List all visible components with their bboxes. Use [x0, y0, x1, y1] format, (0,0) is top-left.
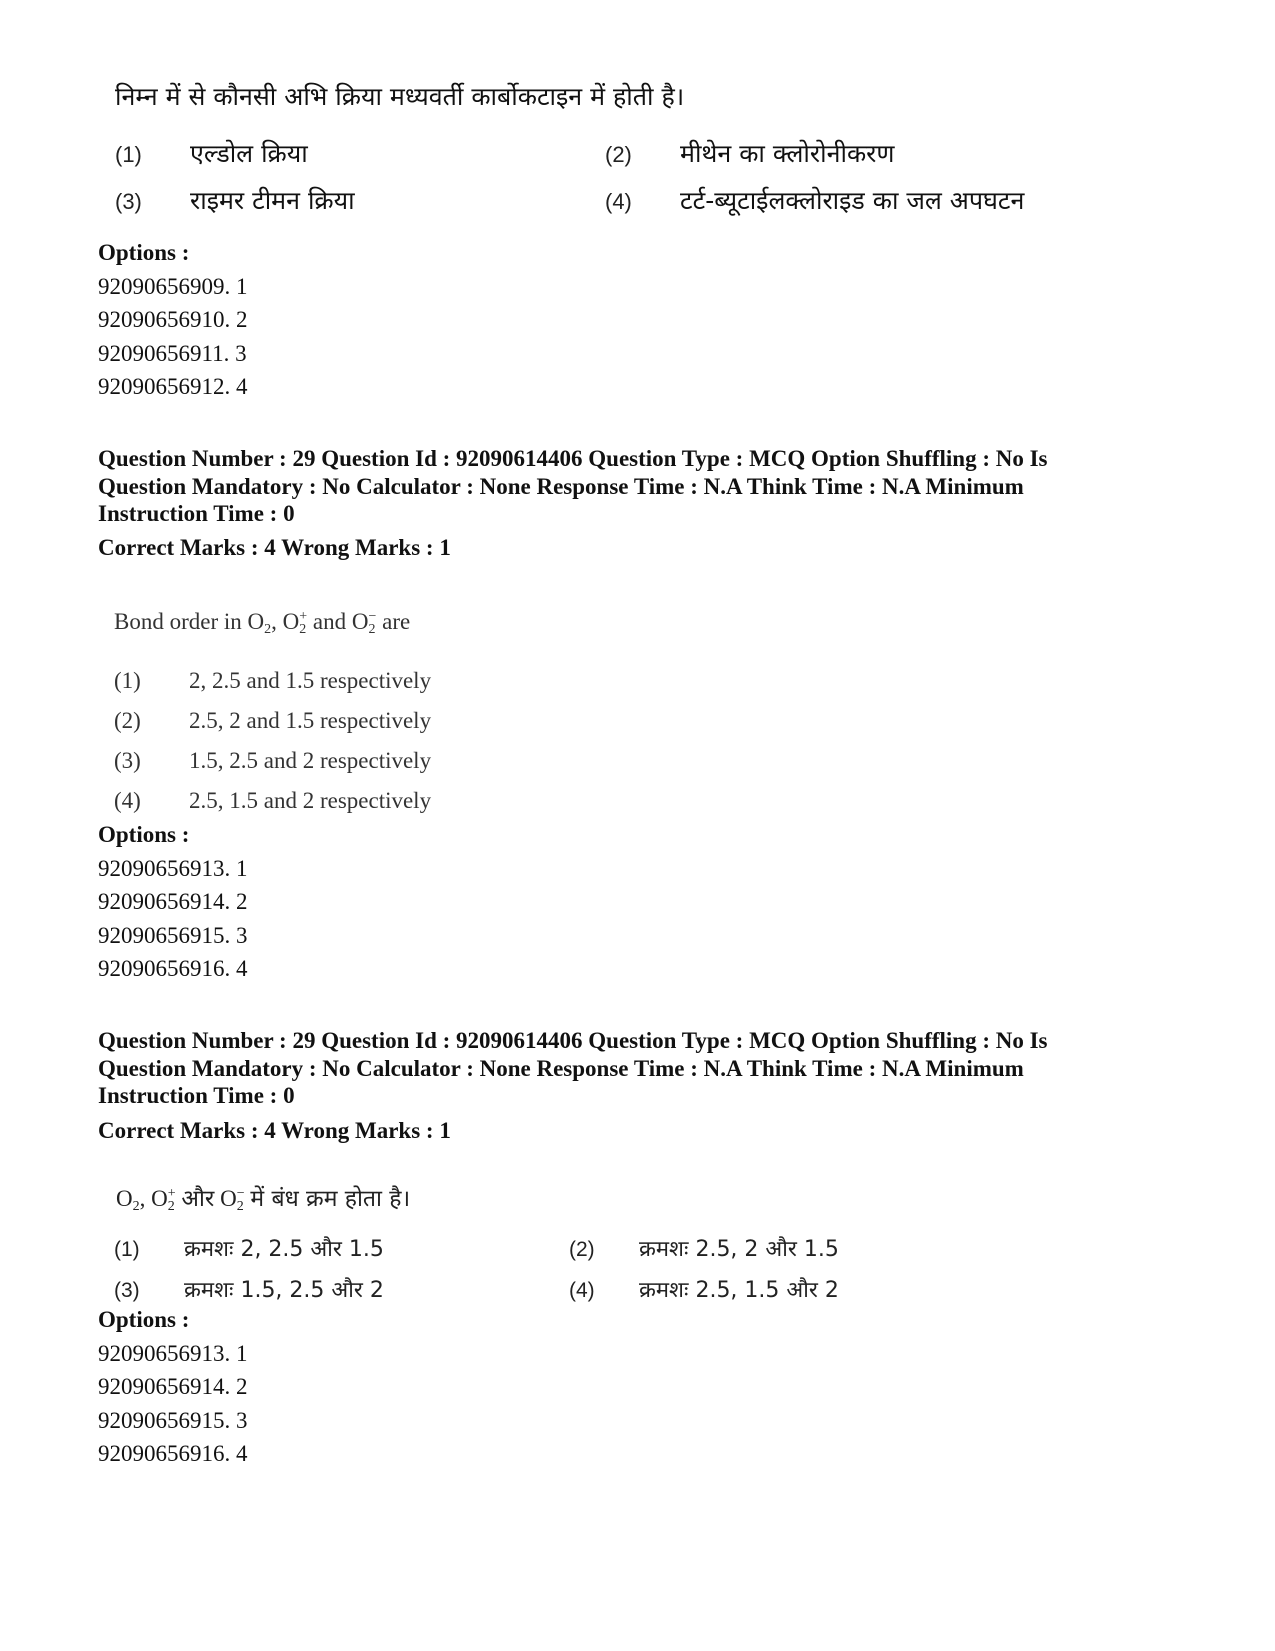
superscript-minus: − [368, 609, 377, 624]
choice-text: टर्ट-ब्यूटाईलक्लोराइड का जल अपघटन [680, 186, 1025, 215]
answer-choice [114, 1233, 569, 1266]
oxygen-symbol: O [116, 1186, 133, 1211]
answer-choice [569, 1233, 1049, 1266]
choice-number: (2) [605, 142, 632, 167]
choice-text: क्रमशः 2.5, 2 और 1.5 [639, 1237, 839, 1262]
option-id: 92090656913. 1 [98, 855, 248, 881]
marks-info: Correct Marks : 4 Wrong Marks : 1 [98, 1118, 451, 1143]
choice-number: (3) [115, 189, 142, 214]
options-list [98, 818, 248, 986]
question-meta [98, 1027, 1188, 1110]
meta-line: Question Mandatory : No Calculator : None Response Time : N.A Think Time : N.A Minimum [98, 473, 1024, 499]
options-header: Options : [98, 822, 190, 847]
meta-line: Instruction Time : 0 [98, 1083, 295, 1108]
choice-number: (2) [114, 708, 141, 733]
meta-line: Question Number : 29 Question Id : 92090614406 Question Type : MCQ Option Shuffling : No Is [98, 1028, 1048, 1053]
superscript-plus: + [167, 1186, 176, 1201]
meta-line: Question Number : 29 Question Id : 92090614406 Question Type : MCQ Option Shuffling : No Is [98, 446, 1048, 471]
oxygen-symbol: O [282, 609, 300, 634]
question-suffix: are [382, 609, 411, 634]
comma: , [139, 1186, 146, 1211]
options-header: Options : [98, 1307, 190, 1332]
choice-text: एल्डोल क्रिया [190, 139, 308, 168]
meta-line: Question Mandatory : No Calculator : None Response Time : N.A Think Time : N.A Minimum [98, 1055, 1024, 1081]
choice-text: राइमर टीमन क्रिया [190, 186, 355, 215]
subscript: 2 [264, 622, 272, 637]
choice-text: मीथेन का क्लोरोनीकरण [680, 139, 895, 168]
question-suffix: में बंध क्रम होता है। [250, 1186, 411, 1212]
oxygen-symbol: O [247, 609, 265, 634]
question-text-english [114, 606, 410, 642]
answer-choice [605, 137, 1085, 172]
choice-number: (1) [114, 668, 141, 693]
options-list [98, 1303, 248, 1471]
choice-number: (3) [114, 748, 141, 773]
answer-choice [114, 661, 431, 701]
choice-text: क्रमशः 2.5, 1.5 और 2 [639, 1278, 839, 1303]
answer-choice [114, 781, 431, 821]
options-list [98, 236, 248, 404]
choice-number: (1) [114, 1238, 140, 1261]
answer-choice [115, 184, 605, 219]
choice-number: (1) [115, 142, 142, 167]
choice-number: (4) [569, 1279, 595, 1302]
conjunction: and [312, 609, 347, 634]
question-prefix: Bond order in [114, 609, 242, 634]
choice-number: (2) [569, 1238, 595, 1261]
answer-choices-english [114, 661, 431, 821]
question-text-hindi: निम्न में से कौनसी अभि क्रिया मध्यवर्ती कार्बोकटाइन में होती है। [115, 82, 685, 111]
choice-number: (4) [114, 788, 141, 813]
answer-choice [569, 1274, 1049, 1307]
option-id: 92090656916. 4 [98, 956, 248, 981]
choice-text: 1.5, 2.5 and 2 respectively [189, 748, 432, 773]
option-id: 92090656915. 3 [98, 922, 248, 948]
oxygen-symbol: O [151, 1186, 168, 1211]
superscript-plus: + [299, 609, 308, 624]
answer-choice [114, 741, 431, 781]
answer-choices-hindi [115, 137, 1085, 219]
choice-text: क्रमशः 2, 2.5 और 1.5 [184, 1237, 384, 1262]
comma: , [271, 609, 277, 634]
option-id: 92090656913. 1 [98, 1340, 248, 1366]
subscript: 2 [368, 622, 376, 637]
choice-text: 2.5, 2 and 1.5 respectively [189, 708, 432, 733]
superscript-minus: − [236, 1186, 245, 1201]
answer-choice [114, 701, 431, 741]
choice-text: 2, 2.5 and 1.5 respectively [189, 668, 432, 693]
subscript: 2 [236, 1199, 244, 1214]
choice-number: (3) [114, 1279, 140, 1302]
question-meta [98, 445, 1188, 528]
option-id: 92090656915. 3 [98, 1407, 248, 1433]
choice-text: क्रमशः 1.5, 2.5 और 2 [184, 1278, 384, 1303]
option-id: 92090656911. 3 [98, 340, 247, 366]
option-id: 92090656910. 2 [98, 307, 248, 332]
question-text-hindi [116, 1183, 410, 1219]
option-id: 92090656912. 4 [98, 374, 248, 399]
answer-choice [115, 137, 605, 172]
answer-choices-hindi [114, 1233, 1049, 1307]
answer-choice [605, 184, 1085, 219]
marks-info: Correct Marks : 4 Wrong Marks : 1 [98, 535, 451, 560]
option-id: 92090656914. 2 [98, 1374, 248, 1399]
conjunction: और [181, 1186, 215, 1212]
option-id: 92090656916. 4 [98, 1441, 248, 1466]
meta-line: Instruction Time : 0 [98, 501, 295, 526]
choice-text: 2.5, 1.5 and 2 respectively [189, 788, 432, 813]
oxygen-symbol: O [220, 1186, 237, 1211]
oxygen-symbol: O [351, 609, 369, 634]
option-id: 92090656909. 1 [98, 273, 248, 299]
options-header: Options : [98, 240, 190, 265]
choice-number: (4) [605, 189, 632, 214]
option-id: 92090656914. 2 [98, 889, 248, 914]
subscript: 2 [167, 1199, 175, 1214]
subscript: 2 [299, 622, 307, 637]
subscript: 2 [132, 1199, 140, 1214]
